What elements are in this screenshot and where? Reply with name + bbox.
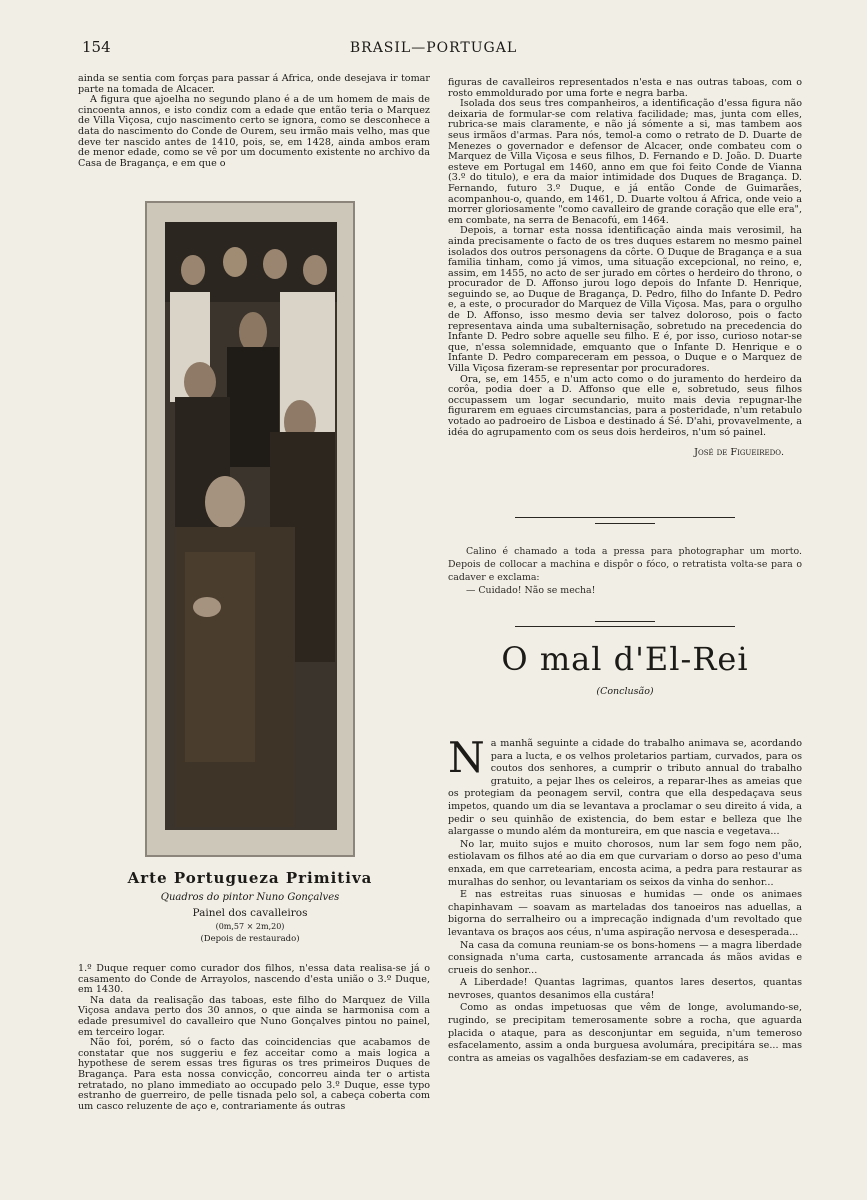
painting-image	[165, 222, 337, 830]
paragraph: 1.º Duque requer como curador dos filhos, n'essa data realisa-se já o casamento do Conde de Arrayolos, nascendo d'esta união o 3.º Duque, em 1430.	[78, 963, 430, 996]
paragraph: Não foi, porém, só o facto das coincidencias que acabamos de constatar que nos suggeriu e fez acceitar como a mais logica a hypothese de serem essas tres figuras os tres primeiros Duques de Bragança. Para esta nossa convicção, concorreu ainda ter o artista retratado, no plano immediato ao occupado pelo 3.º Duque, esse typo estranho de guerreiro, de pelle tisnada pelo sol, a cabeça coberta com um casco reluzente de aço e, contrariamente ás outras	[78, 1037, 430, 1112]
section-divider	[595, 523, 655, 524]
anecdote	[448, 545, 802, 597]
paragraph: A Liberdade! Quantas lagrimas, quantos lares desertos, quantas nevroses, quantos desanimos ella custára!	[448, 977, 802, 1001]
drop-cap: N	[448, 733, 485, 782]
paragraph: Calino é chamado a toda a pressa para photographar um morto. Depois de collocar a machina e dispôr o fóco, o retratista volta-se para o cadaver e exclama:	[448, 546, 802, 583]
paragraph: E nas estreitas ruas sinuosas e humidas — onde os animaes chapinhavam — soavam as marteladas dos tanoeiros nas aduellas, a bigorna do serralheiro ou a imprecação indignada d'um revoltado que levantava os braços aos céus, n'uma aspiração nervosa e desesperada...	[448, 889, 802, 938]
paragraph: figuras de cavalleiros representados n'esta e nas outras taboas, com o rosto emmoldurado por uma forte e negra barba.	[448, 77, 802, 99]
left-column-bottom	[78, 964, 430, 1112]
story-body	[448, 733, 802, 1065]
figure-caption-dimensions: (0m,57 × 2m,20)	[215, 922, 285, 931]
paragraph: Na data da realisação das taboas, este filho do Marquez de Villa Viçosa andava perto dos 30 annos, o que ainda se harmonisa com a edade presumivel do cavalleiro que Nuno Gonçalves pintou no painel, em terceiro logar.	[78, 994, 430, 1038]
section-divider	[595, 621, 655, 622]
page-number: 154	[82, 38, 111, 56]
paragraph: Ora, se, em 1455, e n'um acto como o do juramento do herdeiro da corôa, podia doer a D. Affonso que elle e, sobretudo, seus filhos occupassem um logar secundario, muito mais devia repugnar-lhe figurarem em eguaes circumstancias, para a posteridade, n'um retabulo votado ao padroeiro de Lisboa e destinado á Sé. D'ahi, provavelmente, a idéa do agrupamento com os seus dois herdeiros, n'um só painel.	[448, 373, 802, 438]
section-divider	[515, 517, 735, 518]
story-subtitle: (Conclusão)	[596, 686, 654, 697]
right-column-top	[448, 78, 802, 459]
paragraph	[448, 733, 802, 839]
paragraph: — Cuidado! Não se mecha!	[466, 585, 596, 596]
section-divider	[515, 626, 735, 627]
figure-caption-panel: Painel dos cavalleiros	[192, 907, 308, 919]
figure-caption-note: (Depois de restaurado)	[200, 934, 300, 944]
paragraph: ainda se sentia com forças para passar á Africa, onde desejava ir tomar parte na tomada de Alcacer.	[78, 73, 430, 95]
story-title: O mal d'El-Rei	[501, 640, 749, 678]
left-column-top	[78, 74, 430, 169]
paragraph: Como as ondas impetuosas que vêm de longe, avolumando-se, rugindo, se precipitam temerosamente sobre a rocha, que aguarda placida o ataque, para as desconjuntar em seguida, n'um temeroso esfacelamento, assim a onda burguesa avolumára, precipitára se... mas contra as ameias os vagalhões desfaziam-se em cadaveres, as	[448, 1002, 802, 1064]
paragraph: Depois, a tornar esta nossa identificação ainda mais verosimil, ha ainda precisamente o facto de os tres duques estarem no mesmo painel isolados dos outros personagens da côrte. O Duque de Bragança e a sua familia tinham, como já vimos, uma situação excepcional, no reino, e, assim, em 1455, no acto de ser jurado em côrtes o herdeiro do throno, o procurador de D. Affonso jurou logo depois do Infante D. Henrique, seguindo se, ao Duque de Bragança, D. Pedro, filho do Infante D. Pedro e, a este, o procurador do Marquez de Villa Viçosa. Mas, para o orgulho de D. Affonso, isso mesmo devia ser talvez doloroso, pois o facto representava ainda uma subalternisação, sobretudo na precedencia do Infante D. Pedro sobre aquelle seu filho. E é, por isso, curioso notar-se que, n'essa solemnidade, emquanto que o Infante D. Henrique e o Infante D. Pedro compareceram em pessoa, o Duque e o Marquez de Villa Viçosa fizeram-se representar por procuradores.	[448, 225, 802, 375]
figure-caption-title: Arte Portugueza Primitiva	[127, 869, 373, 887]
paragraph: Na casa da comuna reuniam-se os bons-homens — a magra liberdade consignada n'uma carta, custosamente arrancada ás mãos avidas e crueis do senhor...	[448, 939, 802, 976]
paragraph: No lar, muito sujos e muito chorosos, num lar sem fogo nem pão, estiolavam os filhos até ao dia em que curvariam o dorso ao peso d'uma enxada, em que carreteariam, encosta acima, a pedra para restaurar as muralhas do senhor, ou levantariam os seixos da vinha do senhor...	[448, 838, 802, 888]
paragraph: Isolada dos seus tres companheiros, a identificação d'essa figura não deixaria de formular-se com relativa facilidade; mas, junta com elles, rubrica-se mais claramente, e não já sómente a si, mas tambem aos seus irmãos d'armas. Para nós, temol-a como o retrato de D. Duarte de Menezes o governador e defensor de Alcacer, onde combateu com o Marquez de Villa Viçosa e seus filhos, D. Fernando e D. João. D. Duarte esteve em Portugal em 1460, anno em que foi feito Conde de Vianna (3.º do titulo), e era da maior intimidade dos Duques de Bragança. D. Fernando, futuro 3.º Duque, e já então Conde de Guimarães, acompanhou-o, quando, em 1461, D. Duarte voltou á Africa, onde veio a morrer gloriosamente "como cavalleiro de grande coração que elle era", em combate, na serra de Benacofú, em 1464.	[448, 98, 802, 226]
figure-caption-subtitle: Quadros do pintor Nuno Gonçalves	[160, 892, 340, 903]
running-title: BRASIL—PORTUGAL	[349, 40, 518, 56]
paragraph: A figura que ajoelha no segundo plano é a de um homem de mais de cincoenta annos, e isto condiz com a edade que então teria o Marquez de Villa Viçosa, cujo nascimento certo se ignora, como se desconhece a data do nascimento do Conde de Ourem, seu irmão mais velho, mas que deve ter nascido antes de 1410, pois, se, em 1428, ainda ambos eram de menor edade, como se vê por um documento existente no archivo da Casa de Bragança, e em que o	[78, 94, 430, 169]
paragraph-text: a manhã seguinte a cidade do trabalho animava se, acordando para a lucta, e os velhos proletarios partiam, curvados, para os coutos dos senhores, a cumprir o tributo annual do trabalho gratuito, a pejar lhes os celeiros, a reparar-lhes as ameias que os protegiam da peonagem servil, contra que ella despedaçava seus impetos, quando um dia se levantava a proclamar o seu direito á vida, a pedir o seu quinhão de existencia, do bem estar e belleza que lhe alargasse o mundo além da montureira, em que nascia e vegetava...	[448, 738, 802, 838]
author-signature: José de Figueiredo.	[694, 447, 784, 459]
